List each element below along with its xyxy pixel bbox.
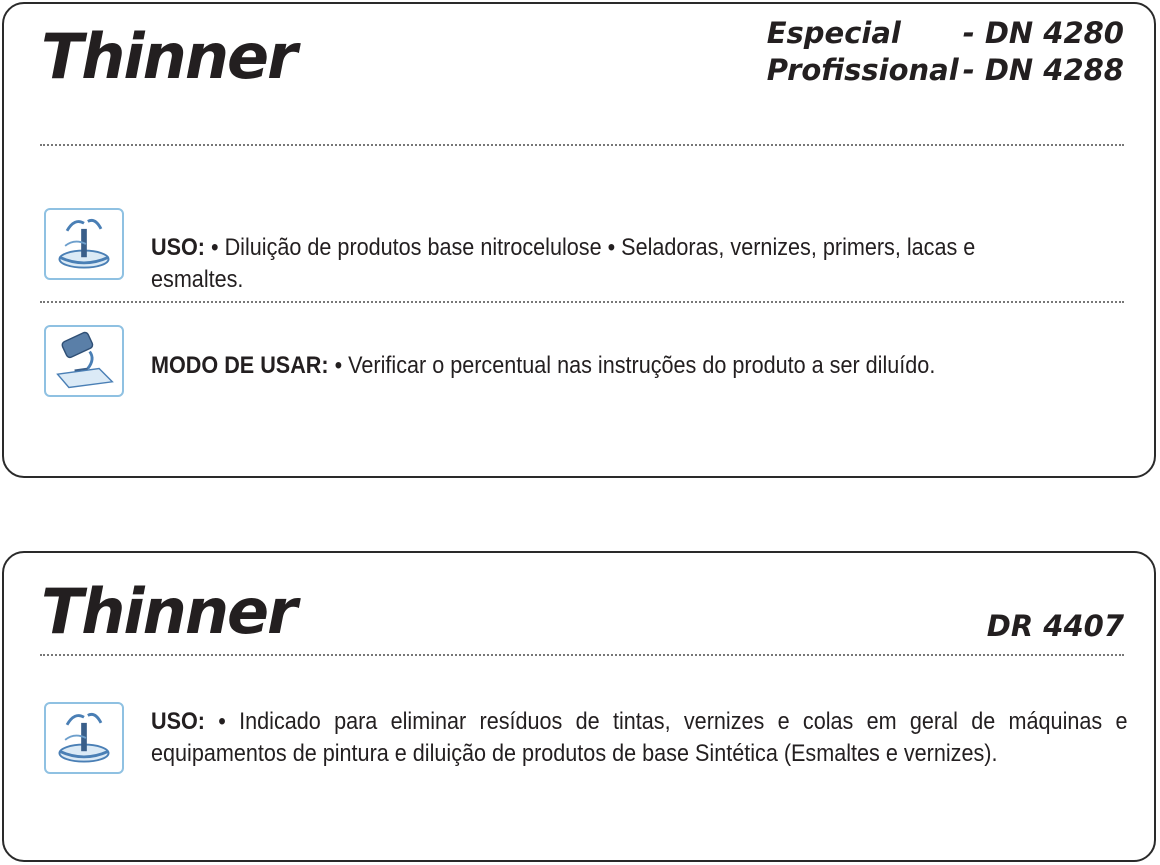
paint-mixing-icon xyxy=(44,702,124,774)
code-row xyxy=(767,52,1124,89)
paint-pouring-icon xyxy=(44,325,124,397)
variant-name: Profissional xyxy=(766,53,959,87)
usage-description: • Diluição de produtos base nitrocelulose • Seladoras, vernizes, primers, lacas e esmaltes. xyxy=(151,234,976,293)
usage-label: USO: xyxy=(151,708,205,735)
paint-mixing-icon xyxy=(44,208,124,280)
code-row xyxy=(767,15,1124,52)
usage-label: USO: xyxy=(151,234,205,261)
variant-code: DR 4407 xyxy=(986,609,1124,643)
product-card-2 xyxy=(2,551,1156,862)
variant-code: - DN 4288 xyxy=(962,53,1124,87)
dotted-divider xyxy=(40,301,1124,303)
variant-code: - DN 4280 xyxy=(962,16,1124,50)
dotted-divider xyxy=(40,144,1124,146)
product-title: Thinner xyxy=(41,575,296,648)
instructions-label: MODO DE USAR: xyxy=(151,352,329,379)
product-title: Thinner xyxy=(41,20,296,93)
usage-description: • Indicado para eliminar resíduos de tintas, vernizes e colas em geral de máquinas e equipamentos de pintura e diluição de produtos de base Sintética (Esmaltes e vernizes). xyxy=(151,708,1128,767)
product-codes xyxy=(987,608,1124,645)
variant-name: Especial xyxy=(766,16,901,50)
instructions-text xyxy=(151,350,1027,382)
product-codes xyxy=(767,15,1124,89)
code-row xyxy=(987,608,1124,645)
instructions-description: • Verificar o percentual nas instruções do produto a ser diluído. xyxy=(328,352,936,379)
usage-text xyxy=(151,232,1027,296)
usage-text xyxy=(151,706,1128,770)
product-card-1 xyxy=(2,2,1156,478)
dotted-divider xyxy=(40,654,1124,656)
